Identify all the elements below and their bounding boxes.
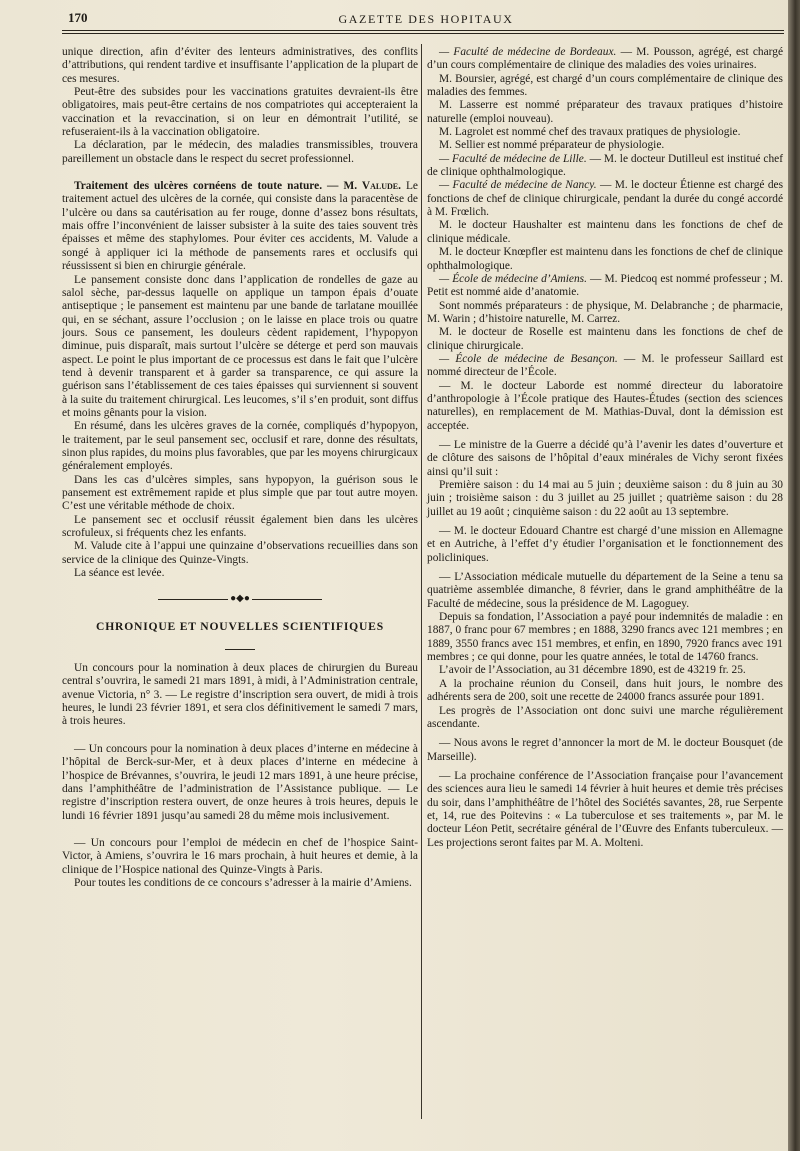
paragraph: unique direction, afin d’éviter des lenteurs administratives, des conflits d’attributions, qui rendent tardive et insuffisante l’application de la plupart de ces mesures. <box>62 46 418 85</box>
paragraph: Peut-être des subsides pour les vaccinations gratuites devraient-ils être obligatoires, mais peut-être certains de nos compatriotes qui accepteraient la vaccination et la revaccination, si on leur en démontrait l’utilité, se refuseraient-ils à la vaccination obligatoire. <box>62 86 418 139</box>
faculty-name: — École de médecine d’Amiens. <box>439 272 587 285</box>
article-lead: Le traitement actuel des ulcères de la cornée, qui consiste dans la paracentèse de l’ulcère ou dans sa cautérisation au fer rouge, donne d’assez bons résultats, mais offre l’inconvénient de laisser subsister à la suite des taies souvent très épaisses et même des staphylomes. Pour éviter ces accidents, M. Valude a songé à appliquer ici la méthode de pansements rares et occlusifs qui réussissent si bien en chirurgie générale. <box>62 180 418 273</box>
left-column <box>62 46 418 890</box>
paragraph: Pour toutes les conditions de ce concours s’adresser à la mairie d’Amiens. <box>74 876 412 889</box>
paragraph: — L’Association médicale mutuelle du département de la Seine a tenu sa quatrième assemblée dimanche, 8 février, dans le grand amphithéâtre de la Faculté de médecine, sous la présidence de M. Lagoguey. <box>427 571 783 610</box>
right-column <box>427 46 783 850</box>
paragraph <box>427 46 783 73</box>
paragraph-text: — M. le professeur Saillard est nommé directeur de l’École. <box>427 352 783 379</box>
paragraph: La séance est levée. <box>74 567 165 580</box>
paragraph-text: — M. Pousson, agrégé, est chargé d’un cours complémentaire de clinique des maladies des voies urinaires. <box>427 46 784 72</box>
paragraph: En résumé, dans les ulcères graves de la cornée, compliqués d’hypopyon, le traitement, par le seul pansement sec, occlusif et rare, donne des résultats, sinon plus rapides, du moins plus favorables, que par les moyens chirurgicaux généralement employés. <box>62 420 418 473</box>
paragraph: Le pansement consiste donc dans l’application de rondelles de gaze au salol sèche, par-dessus laquelle on applique un tampon épais d’ouate antiseptique ; le pansement est maintenu par une bande de tarlatane mouillée qui, en se séchant, assure l’occlusion ; on le laisse en place trois ou quatre jours. Sous ce pansement, les douleurs cèdent rapidement, l’hypopyon diminue, puis disparaît, mais surtout l’ulcère se déterge et perd son mauvais aspect. Le point le plus important de ce processus est dans le fait que l’ulcère tend à devenir transparent et à garder sa transparence, ce qui assure la guérison sans l’établissement de ces taies épaisses qui surviennent si souvent à la suite du traitement chirurgical. Les leucomes, s’il s’en produit, sont diffus et moins gênants pour la vision. <box>62 273 418 419</box>
header-rule <box>62 30 784 31</box>
paragraph: Première saison : du 14 mai au 5 juin ; deuxième saison : du 8 juin au 30 juin ; troisième saison : du 3 juillet au 25 juillet ; quatrième saison : du 28 juillet au 19 août ; cinquième saison : du 22 août au 13 septembre. <box>427 479 783 518</box>
paragraph <box>427 273 783 300</box>
paragraph: M. Valude cite à l’appui une quinzaine d’observations recueillies dans son service de la clinique des Quinze-Vingts. <box>62 540 418 566</box>
paragraph: La déclaration, par le médecin, des maladies transmissibles, trouvera pareillement un obstacle dans le respect du secret professionnel. <box>62 139 418 165</box>
ornament-glyph: ●◆● <box>230 593 250 605</box>
paragraph: M. Lasserre est nommé préparateur des travaux pratiques d’histoire naturelle (emploi nouveau). <box>427 99 783 125</box>
paragraph: Sont nommés préparateurs : de physique, M. Delabranche ; de pharmacie, M. Warin ; d’histoire naturelle, M. Carrez. <box>427 299 783 325</box>
paragraph: Le pansement sec et occlusif réussit également bien dans les ulcères scrofuleux, si fréquents chez les enfants. <box>62 513 418 540</box>
paragraph: Depuis sa fondation, l’Association a payé pour indemnités de maladie : en 1887, 0 franc pour 67 membres ; en 1888, 3290 francs avec 121 membres ; en 1889, 3550 francs avec 151 membres, et enfin, en 1890, 7920 francs avec 191 membres ; ce qui donne, pour les quatre années, le total de 14760 francs. <box>427 611 783 664</box>
page-number: 170 <box>68 10 88 25</box>
column-divider <box>421 44 422 1119</box>
paragraph <box>427 179 783 219</box>
faculty-name: — Faculté de médecine de Lille. <box>439 152 587 165</box>
faculty-name: — Faculté de médecine de Bordeaux. <box>439 46 617 58</box>
page-header <box>68 6 784 30</box>
paragraph: M. le docteur Knœpfler est maintenu dans les fonctions de chef de clinique ophthalmologique. <box>427 246 783 272</box>
paragraph: M. Lagrolet est nommé chef des travaux pratiques de physiologie. <box>439 126 741 139</box>
section-heading-chronique: CHRONIQUE ET NOUVELLES SCIENTIFIQUES <box>96 619 384 633</box>
paragraph: — M. le docteur Laborde est nommé directeur du laboratoire d’anthropologie à l’École pratique des Hautes-Études (section des sciences naturelles), en remplacement de M. Mathias-Duval, dont la démission est acceptée. <box>427 379 783 432</box>
paragraph: M. le docteur Haushalter est maintenu dans les fonctions de chef de clinique médicale. <box>427 219 783 245</box>
paragraph: — Un concours pour l’emploi de médecin en chef de l’hospice Saint-Victor, à Amiens, s’ouvrira le 16 mars prochain, à huit heures et demie, à la clinique de l’Hospice national des Quinze-Vingts à Paris. <box>62 836 418 876</box>
header-rule-secondary <box>62 33 784 34</box>
paragraph-text: — M. Piedcoq est nommé professeur ; M. Petit est nommé aide d’anatomie. <box>427 272 783 299</box>
paragraph: — Un concours pour la nomination à deux places d’interne en médecine à l’hôpital de Berck-sur-Mer, et à deux places d’interne en médecine à l’hospice de Brévannes, s’ouvrira, le jeudi 12 mars 1891, à une heure précise, dans l’amphithéâtre de l’administration de l’Assistance publique. — Le registre d’inscription restera ouvert, de onze heures à trois heures, depuis le lundi 16 février 1891 jusqu’au samedi 28 du même mois inclusivement. <box>62 742 418 822</box>
paragraph: — Nous avons le regret d’annoncer la mort de M. le docteur Bousquet (de Marseille). <box>427 737 783 763</box>
paragraph: — M. le docteur Edouard Chantre est chargé d’une mission en Allemagne et en Autriche, à l’effet d’y étudier l’organisation et le fonctionnement des policliniques. <box>427 525 783 564</box>
paragraph-text: — M. le docteur Dutilleul est institué chef de clinique ophthalmologique. <box>427 152 783 179</box>
article-title: Traitement des ulcères cornéens de toute nature. — <box>74 180 339 193</box>
paragraph: — Le ministre de la Guerre a décidé qu’à l’avenir les dates d’ouverture et de clôture des saisons de l’hôpital d’eaux minérales de Vichy seront fixées ainsi qu’il suit : <box>427 438 783 478</box>
paragraph-text: — M. le docteur Étienne est chargé des fonctions de chef de clinique chirurgicale, pendant la durée du congé accordé à M. Frœlich. <box>427 179 784 219</box>
short-rule <box>225 649 255 650</box>
page-binding-edge <box>788 0 800 1151</box>
faculty-name: — École de médecine de Besançon. <box>439 352 618 365</box>
paragraph: M. Boursier, agrégé, est chargé d’un cours complémentaire de clinique des maladies des femmes. <box>427 72 783 99</box>
paragraph: L’avoir de l’Association, au 31 décembre 1890, est de 43219 fr. 25. <box>439 664 746 677</box>
paragraph: Les progrès de l’Association ont donc suivi une marche régulièrement ascendante. <box>427 704 783 730</box>
paragraph: M. Sellier est nommé préparateur de physiologie. <box>439 139 665 152</box>
paragraph: Un concours pour la nomination à deux places de chirurgien du Bureau central s’ouvrira, le samedi 21 mars 1891, à midi, à l’Administration centrale, avenue Victoria, n° 3. — Le registre d’inscription sera ouvert, de midi à trois heures, le lundi 23 février 1891, et sera clos définitivement le samedi 7 mars, à trois heures. <box>62 662 418 728</box>
journal-title: GAZETTE DES HOPITAUX <box>338 12 514 26</box>
paragraph <box>427 353 783 380</box>
paragraph: — La prochaine conférence de l’Association française pour l’avancement des sciences aura lieu le samedi 14 février à huit heures et demie très précises du soir, dans l’amphithéâtre de l’hôtel des Sociétés savantes, 28, rue Serpente et, 14, rue des Poitevins : « La tuberculose et ses traitements », par M. le docteur Léon Petit, secrétaire général de l’Œuvre des Enfants tuberculeux. — Les projections seront faites par M. A. Molteni. <box>427 769 783 849</box>
paragraph: A la prochaine réunion du Conseil, dans huit jours, le nombre des adhérents sera de 200, soit une recette de 24000 francs assurée pour 1891. <box>427 677 783 704</box>
paragraph <box>427 153 783 180</box>
paragraph: M. le docteur de Roselle est maintenu dans les fonctions de chef de clinique chirurgicale. <box>427 326 783 352</box>
section-ornament <box>62 592 418 605</box>
article-heading <box>62 180 418 273</box>
article-author: M. Valude. <box>343 180 401 193</box>
paragraph: Dans les cas d’ulcères simples, sans hypopyon, la guérison sous le pansement est extrêmement rapide et plus simple que par tout autre moyen. C’est une véritable méthode de choix. <box>62 473 418 513</box>
faculty-name: — Faculté de médecine de Nancy. <box>439 179 597 192</box>
